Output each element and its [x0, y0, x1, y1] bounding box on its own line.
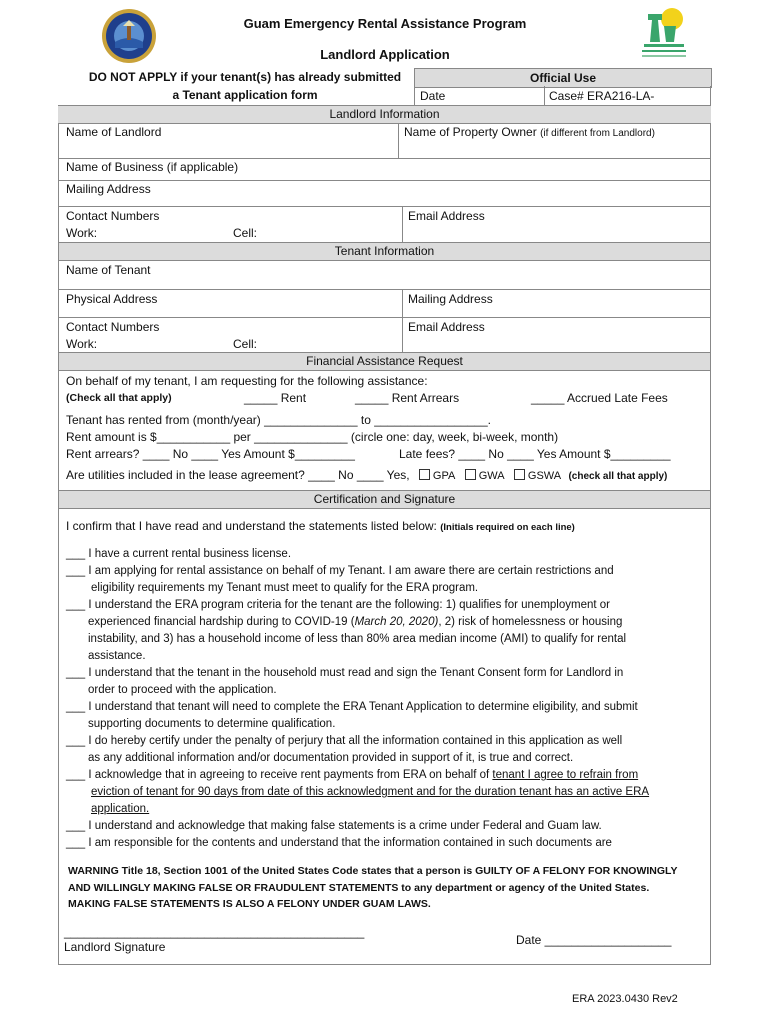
- cert-line-criteria[interactable]: ___ I understand the ERA program criteria for the tenant are the following: 1) qualifies for unemployment or: [66, 599, 610, 611]
- landlord-section-header: Landlord Information: [58, 105, 711, 124]
- official-use-header: Official Use: [414, 68, 712, 88]
- signature-label: Landlord Signature: [64, 940, 166, 954]
- certification-section-header: Certification and Signature: [58, 490, 711, 509]
- felony-warning: [68, 863, 708, 913]
- criteria-date: March 20, 2020): [354, 616, 439, 628]
- cert-line-eviction-cont: eviction of tenant for 90 days from date of this acknowledgment and for the duration tenant has an active ERA: [91, 786, 650, 798]
- cert-line-application-cont: supporting documents to determine qualification.: [88, 718, 336, 730]
- landlord-mailing-field[interactable]: Mailing Address: [66, 182, 151, 196]
- tenant-section-header: Tenant Information: [58, 242, 711, 261]
- warning-line-1: WARNING Title 18, Section 1001 of the United States Code states that a person is GUILTY OF A FELONY FOR KNOWINGLY: [68, 865, 678, 877]
- signature-line[interactable]: _____________________________________________: [64, 925, 365, 939]
- eviction-application: application.: [91, 803, 150, 815]
- certification-list: [66, 546, 706, 852]
- financial-section-header: Financial Assistance Request: [58, 352, 711, 371]
- initials-note: (Initials required on each line): [440, 522, 575, 533]
- property-owner-field[interactable]: [404, 125, 655, 139]
- certification-intro: [66, 519, 575, 533]
- cert-line-license[interactable]: ___ I have a current rental business license.: [66, 548, 292, 560]
- landlord-email-field[interactable]: Email Address: [408, 209, 485, 223]
- signature-date-field[interactable]: Date ___________________: [516, 933, 672, 947]
- tenant-cell-phone-field[interactable]: Cell:: [233, 337, 258, 351]
- tenant-mailing-address-field[interactable]: Mailing Address: [408, 292, 493, 306]
- landlord-name-field[interactable]: Name of Landlord: [66, 125, 162, 139]
- doa-logo: [638, 6, 688, 62]
- rent-arrears-line[interactable]: Rent arrears? ____ No ____ Yes Amount $_________: [66, 447, 355, 461]
- tenant-contact-label: Contact Numbers: [66, 320, 160, 334]
- form-title: Landlord Application: [320, 47, 450, 62]
- cert-line-eviction[interactable]: [66, 767, 706, 784]
- rent-amount-line[interactable]: Rent amount is $___________ per ______________ (circle one: day, week, bi-week, month): [66, 430, 559, 444]
- late-fees-line[interactable]: Late fees? ____ No ____ Yes Amount $_________: [399, 447, 671, 461]
- program-title: Guam Emergency Rental Assistance Program: [243, 16, 527, 31]
- guam-seal-logo: [101, 8, 157, 64]
- cert-line-criteria-cont: [66, 614, 706, 631]
- gwa-checkbox[interactable]: [465, 469, 476, 480]
- certification-intro-text: I confirm that I have read and understand the statements listed below:: [66, 519, 437, 533]
- cert-line-criteria-cont-2: instability, and 3) has a household income of less than 80% area median income (AMI) to qualify for rental: [88, 633, 627, 645]
- option-rent-arrears[interactable]: _____ Rent Arrears: [355, 391, 460, 405]
- gswa-checkbox[interactable]: [514, 469, 525, 480]
- cert-line-false-statements[interactable]: ___ I understand and acknowledge that making false statements is a crime under Federal and Guam law.: [66, 820, 602, 832]
- criteria-cont-post: , 2) risk of homelessness or housing: [438, 616, 623, 628]
- option-late-fees[interactable]: _____ Accrued Late Fees: [531, 391, 668, 405]
- financial-intro: On behalf of my tenant, I am requesting for the following assistance:: [66, 374, 428, 388]
- option-rent[interactable]: _____ Rent: [244, 391, 307, 405]
- cert-line-perjury-cont: as any additional information and/or documentation provided in support of it, is true and correct.: [88, 752, 574, 764]
- cert-line-applying-cont: eligibility requirements my Tenant must meet to qualify for the ERA program.: [91, 582, 479, 594]
- notice-line-2: a Tenant application form: [172, 88, 318, 102]
- tenant-work-phone-field[interactable]: Work:: [66, 337, 98, 351]
- rented-from-line[interactable]: Tenant has rented from (month/year) ______________ to _________________.: [66, 413, 491, 427]
- eviction-underlined: tenant I agree to refrain from: [492, 769, 639, 781]
- cert-line-applying[interactable]: ___ I am applying for rental assistance on behalf of my Tenant. I am aware there are certain restrictions and: [66, 565, 614, 577]
- cert-line-responsible[interactable]: ___ I am responsible for the contents and understand that the information contained in such documents are: [66, 837, 612, 849]
- cert-line-eviction-cont-2: [66, 801, 706, 818]
- property-owner-label: Name of Property Owner: [404, 125, 537, 139]
- form-revision: ERA 2023.0430 Rev2: [572, 993, 678, 1005]
- eviction-pre: ___ I acknowledge that in agreeing to receive rent payments from ERA on behalf of: [66, 769, 493, 781]
- cert-line-perjury[interactable]: ___ I do hereby certify under the penalty of perjury that all the information contained in this application as well: [66, 735, 623, 747]
- tenant-name-field[interactable]: Name of Tenant: [66, 263, 151, 277]
- cert-line-consent-cont: order to proceed with the application.: [88, 684, 277, 696]
- gwa-label: GWA: [478, 470, 505, 482]
- cert-line-application[interactable]: ___ I understand that tenant will need to complete the ERA Tenant Application to determine eligibility, and submit: [66, 701, 638, 713]
- warning-line-2: AND WILLINGLY MAKING FALSE OR FRAUDULENT STATEMENTS to any department or agency of the United States.: [68, 881, 650, 894]
- gswa-label: GSWA: [527, 470, 562, 482]
- business-name-field[interactable]: Name of Business (if applicable): [66, 160, 239, 174]
- notice-line-1: DO NOT APPLY if your tenant(s) has already submitted: [88, 70, 402, 84]
- gpa-checkbox[interactable]: [419, 469, 430, 480]
- landlord-contact-label: Contact Numbers: [66, 209, 160, 223]
- warning-line-3: MAKING FALSE STATEMENTS IS ALSO A FELONY UNDER GUAM LAWS.: [68, 898, 431, 910]
- cert-line-consent[interactable]: ___ I understand that the tenant in the household must read and sign the Tenant Consent form for Landlord in: [66, 667, 624, 679]
- official-case-field[interactable]: Case# ERA216-LA-: [549, 89, 655, 103]
- gpa-label: GPA: [432, 470, 456, 482]
- tenant-physical-address-field[interactable]: Physical Address: [66, 292, 158, 306]
- utilities-line: [66, 468, 667, 482]
- check-all-apply-note: (check all that apply): [568, 471, 668, 482]
- utilities-question[interactable]: Are utilities included in the lease agreement? ____ No ____ Yes,: [66, 468, 410, 482]
- cert-line-criteria-cont-3: assistance.: [88, 650, 146, 662]
- tenant-email-field[interactable]: Email Address: [408, 320, 485, 334]
- criteria-cont-pre: experienced financial hardship during to COVID-19 (: [88, 616, 355, 628]
- property-owner-note: (if different from Landlord): [540, 128, 655, 139]
- official-date-field[interactable]: Date: [420, 89, 446, 103]
- check-all-note: (Check all that apply): [66, 392, 172, 404]
- landlord-cell-phone-field[interactable]: Cell:: [233, 226, 258, 240]
- landlord-work-phone-field[interactable]: Work:: [66, 226, 98, 240]
